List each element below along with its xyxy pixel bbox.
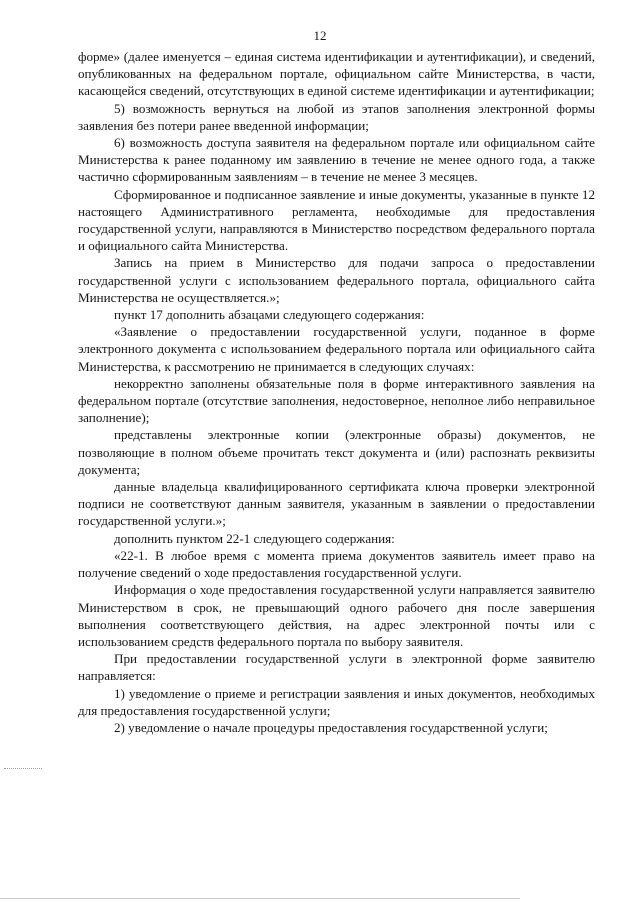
scan-edge-mark	[4, 768, 42, 769]
paragraph-item-5: 5) возможность вернуться на любой из этапов заполнения электронной формы заявления без потери ранее введенной информации;	[78, 100, 595, 133]
scan-bottom-rule	[0, 898, 520, 899]
paragraph-case-fields: некорректно заполнены обязательные поля в форме интерактивного заявления на федеральном портале (отсутствие заполнения, недостоверное, неполное либо неправильное заполнение);	[78, 375, 595, 426]
paragraph-not-accepted: «Заявление о предоставлении государственной услуги, поданное в форме электронного документа с использованием федерального портала или официального сайта Министерства, к рассмотрению не принимается в следующих случаях:	[78, 324, 595, 374]
paragraph-signed-application: Сформированное и подписанное заявление и иные документы, указанные в пункте 12 настоящего Административного регламента, необходимые для предоставления государственной услуги, направляются в Министерство посредством федерального портала и официального сайта Министерства.	[78, 186, 595, 254]
paragraph-add-22-1: дополнить пунктом 22-1 следующего содержания:	[114, 530, 395, 546]
paragraph-case-certificate: данные владельца квалифицированного сертификата ключа проверки электронной подписи не соответствуют данным заявителя, указанным в заявлении о предоставлении государственной услуги.»;	[78, 479, 595, 529]
paragraph-22-1: «22-1. В любое время с момента приема документов заявитель имеет право на получение сведений о ходе предоставления государственной услуги.	[78, 547, 595, 581]
paragraph-notice-1: 1) уведомление о приеме и регистрации заявления и иных документов, необходимых для предоставления государственной услуги;	[78, 685, 595, 718]
paragraph-appointment: Запись на прием в Министерство для подачи запроса о предоставлении государственной услуги с использованием федерального портала, официального сайта Министерства не осуществляется.»;	[78, 255, 595, 305]
paragraph-amend-17: пункт 17 дополнить абзацами следующего содержания:	[114, 307, 425, 323]
paragraph-continuation: форме» (далее именуется – единая система идентификации и аутентификации), и сведений, опубликованных на федеральном портале, официальном сайте Министерства, в части, касающейся сведений, отсутствующих в единой системе идентификации и аутентификации;	[78, 49, 595, 99]
paragraph-electronic-form: При предоставлении государственной услуги в электронной форме заявителю направляется:	[78, 651, 595, 684]
paragraph-notice-2: 2) уведомление о начале процедуры предоставления государственной услуги;	[114, 719, 548, 735]
paragraph-progress-info: Информация о ходе предоставления государственной услуги направляется заявителю Министерством в срок, не превышающий одного рабочего дня после завершения выполнения соответствующего действия, на адрес электронной почты или с использованием средств федерального портала по выбору заявителя.	[78, 582, 595, 649]
document-body	[78, 48, 595, 736]
page-number: 12	[313, 28, 327, 43]
paragraph-item-6: 6) возможность доступа заявителя на федеральном портале или официальном сайте Министерства к ранее поданному им заявлению в течение не менее одного года, а также частично сформированным заявлениям – в течение не менее 3 месяцев.	[78, 135, 595, 185]
paragraph-case-copies: представлены электронные копии (электронные образы) документов, не позволяющие в полном объеме прочитать текст документа и (или) распознать реквизиты документа;	[78, 427, 595, 477]
